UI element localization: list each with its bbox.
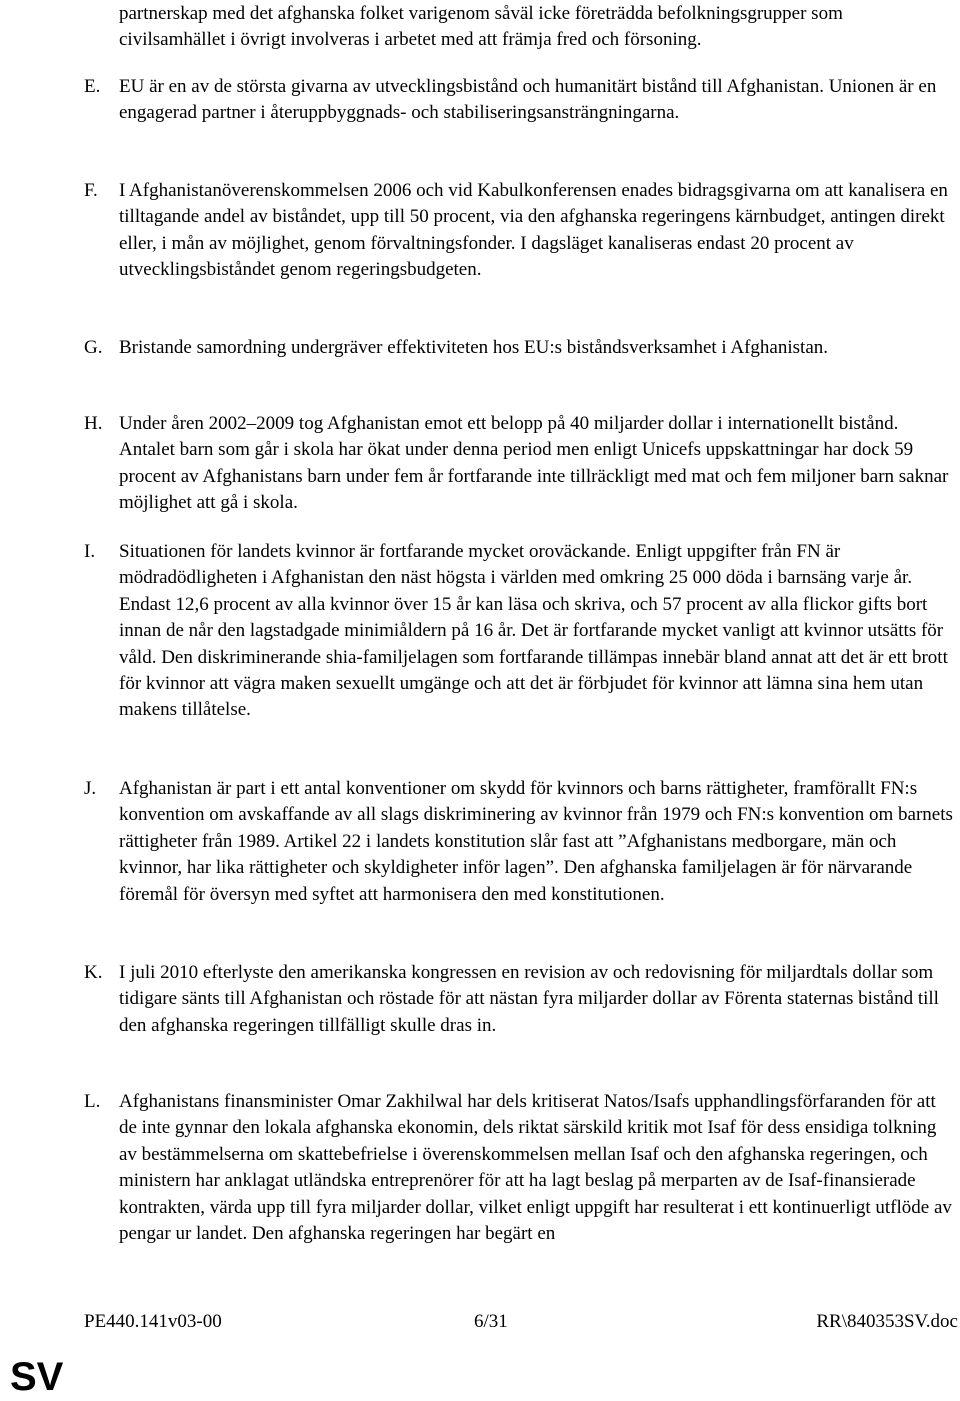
paragraph-text: Under åren 2002–2009 tog Afghanistan emot ett belopp på 40 miljarder dollar i internationellt bistånd. Antalet barn som går i skola har ökat under denna period men enligt Unicefs uppskattningar har dock 59 procent av Afghanistans barn under fem år fortfarande inte tillräckligt med mat och fem miljoner barn saknar möjlighet att gå i skola.: [119, 413, 949, 514]
paragraph-text: I juli 2010 efterlyste den amerikanska kongressen en revision av och redovisning för miljardtals dollar som tidigare sänts till Afghanistan och röstade för att nästan fyra miljarder dollar av Förenta staternas bistånd till den afghanska regeringen tillfälligt skulle dras in.: [119, 962, 939, 1036]
paragraph-letter: I.: [84, 541, 96, 562]
paragraph-text: Situationen för landets kvinnor är fortfarande mycket oroväckande. Enligt uppgifter från FN är mödradödligheten i Afghanistan den näst högsta i världen med omkring 25 000 döda i barnsäng varje år. Endast 12,6 procent av alla kvinnor över 15 år kan läsa och skriva, och 57 procent av alla flickor gifts bort innan de når den lagstadgade minimiåldern på 16 år. Det är fortfarande mycket vanligt att kvinnor utsätts för våld. Den diskriminerande shia-familjelagen som fortfarande tillämpas innebär bland annat att det är ett brott för kvinnor att vägra maken sexuellt umgänge och att det är förbjudet för kvinnor att lämna sina hem utan makens tillåtelse.: [119, 541, 948, 721]
footer-file-ref: RR\840353SV.doc: [816, 1311, 958, 1332]
paragraph-text: partnerskap med det afghanska folket varigenom såväl icke företrädda befolkningsgrupper som civilsamhället i övrigt involveras i arbetet med att främja fred och försoning.: [119, 3, 843, 51]
paragraph-letter: F.: [84, 180, 98, 201]
paragraph-text: I Afghanistanöverenskommelsen 2006 och vid Kabulkonferensen enades bidragsgivarna om att kanalisera en tilltagande andel av biståndet, upp till 50 procent, via den afghanska regeringens kärnbudget, antingen direkt eller, i mån av möjlighet, genom förvaltningsfonder. I dagsläget kanaliseras endast 20 procent av utvecklingsbiståndet genom regeringsbudgeten.: [119, 180, 948, 281]
paragraph-text: Afghanistan är part i ett antal konventioner om skydd för kvinnors och barns rättigheter, framförallt FN:s konvention om avskaffande av all slags diskriminering av kvinnor från 1979 och FN:s konvention om barnets rättigheter från 1989. Artikel 22 i landets konstitution slår fast att ”Afghanistans medborgare, män och kvinnor, har lika rättigheter och skyldigheter inför lagen”. Den afghanska familjelagen är för närvarande föremål för översyn med syftet att harmonisera den med konstitutionen.: [119, 778, 953, 905]
paragraph-letter: G.: [84, 337, 103, 358]
page-footer: [84, 1309, 958, 1337]
paragraph-text: Bristande samordning undergräver effektiviteten hos EU:s biståndsverksamhet i Afghanistan.: [119, 337, 829, 358]
paragraph-letter: H.: [84, 413, 103, 434]
paragraph-letter: J.: [84, 778, 97, 799]
paragraph-letter: K.: [84, 962, 103, 983]
paragraph-letter: L.: [84, 1091, 101, 1112]
paragraph-letter: E.: [84, 76, 101, 97]
footer-page-number: 6/31: [474, 1311, 508, 1332]
language-code: SV: [10, 1355, 64, 1399]
paragraph-text: Afghanistans finansminister Omar Zakhilwal har dels kritiserat Natos/Isafs upphandlingsförfaranden för att de inte gynnar den lokala afghanska ekonomin, dels riktat särskild kritik mot Isaf för dess ensidiga tolkning av bestämmelserna om skattebefrielse i överenskommelsen mellan Isaf och den afghanska regeringen, och ministern har anklagat utländska entreprenörer för att ha lagt beslag på merparten av de Isaf-finansierade kontrakten, värda upp till fyra miljarder dollar, vilket enligt uppgift har resulterat i ett kontinuerligt utflöde av pengar ur landet. Den afghanska regeringen har begärt en: [119, 1091, 952, 1245]
paragraph-text: EU är en av de största givarna av utvecklingsbistånd och humanitärt bistånd till Afghanistan. Unionen är en engagerad partner i återuppbyggnads- och stabiliseringsansträngningarna.: [119, 76, 937, 124]
footer-doc-code: PE440.141v03-00: [84, 1311, 222, 1332]
